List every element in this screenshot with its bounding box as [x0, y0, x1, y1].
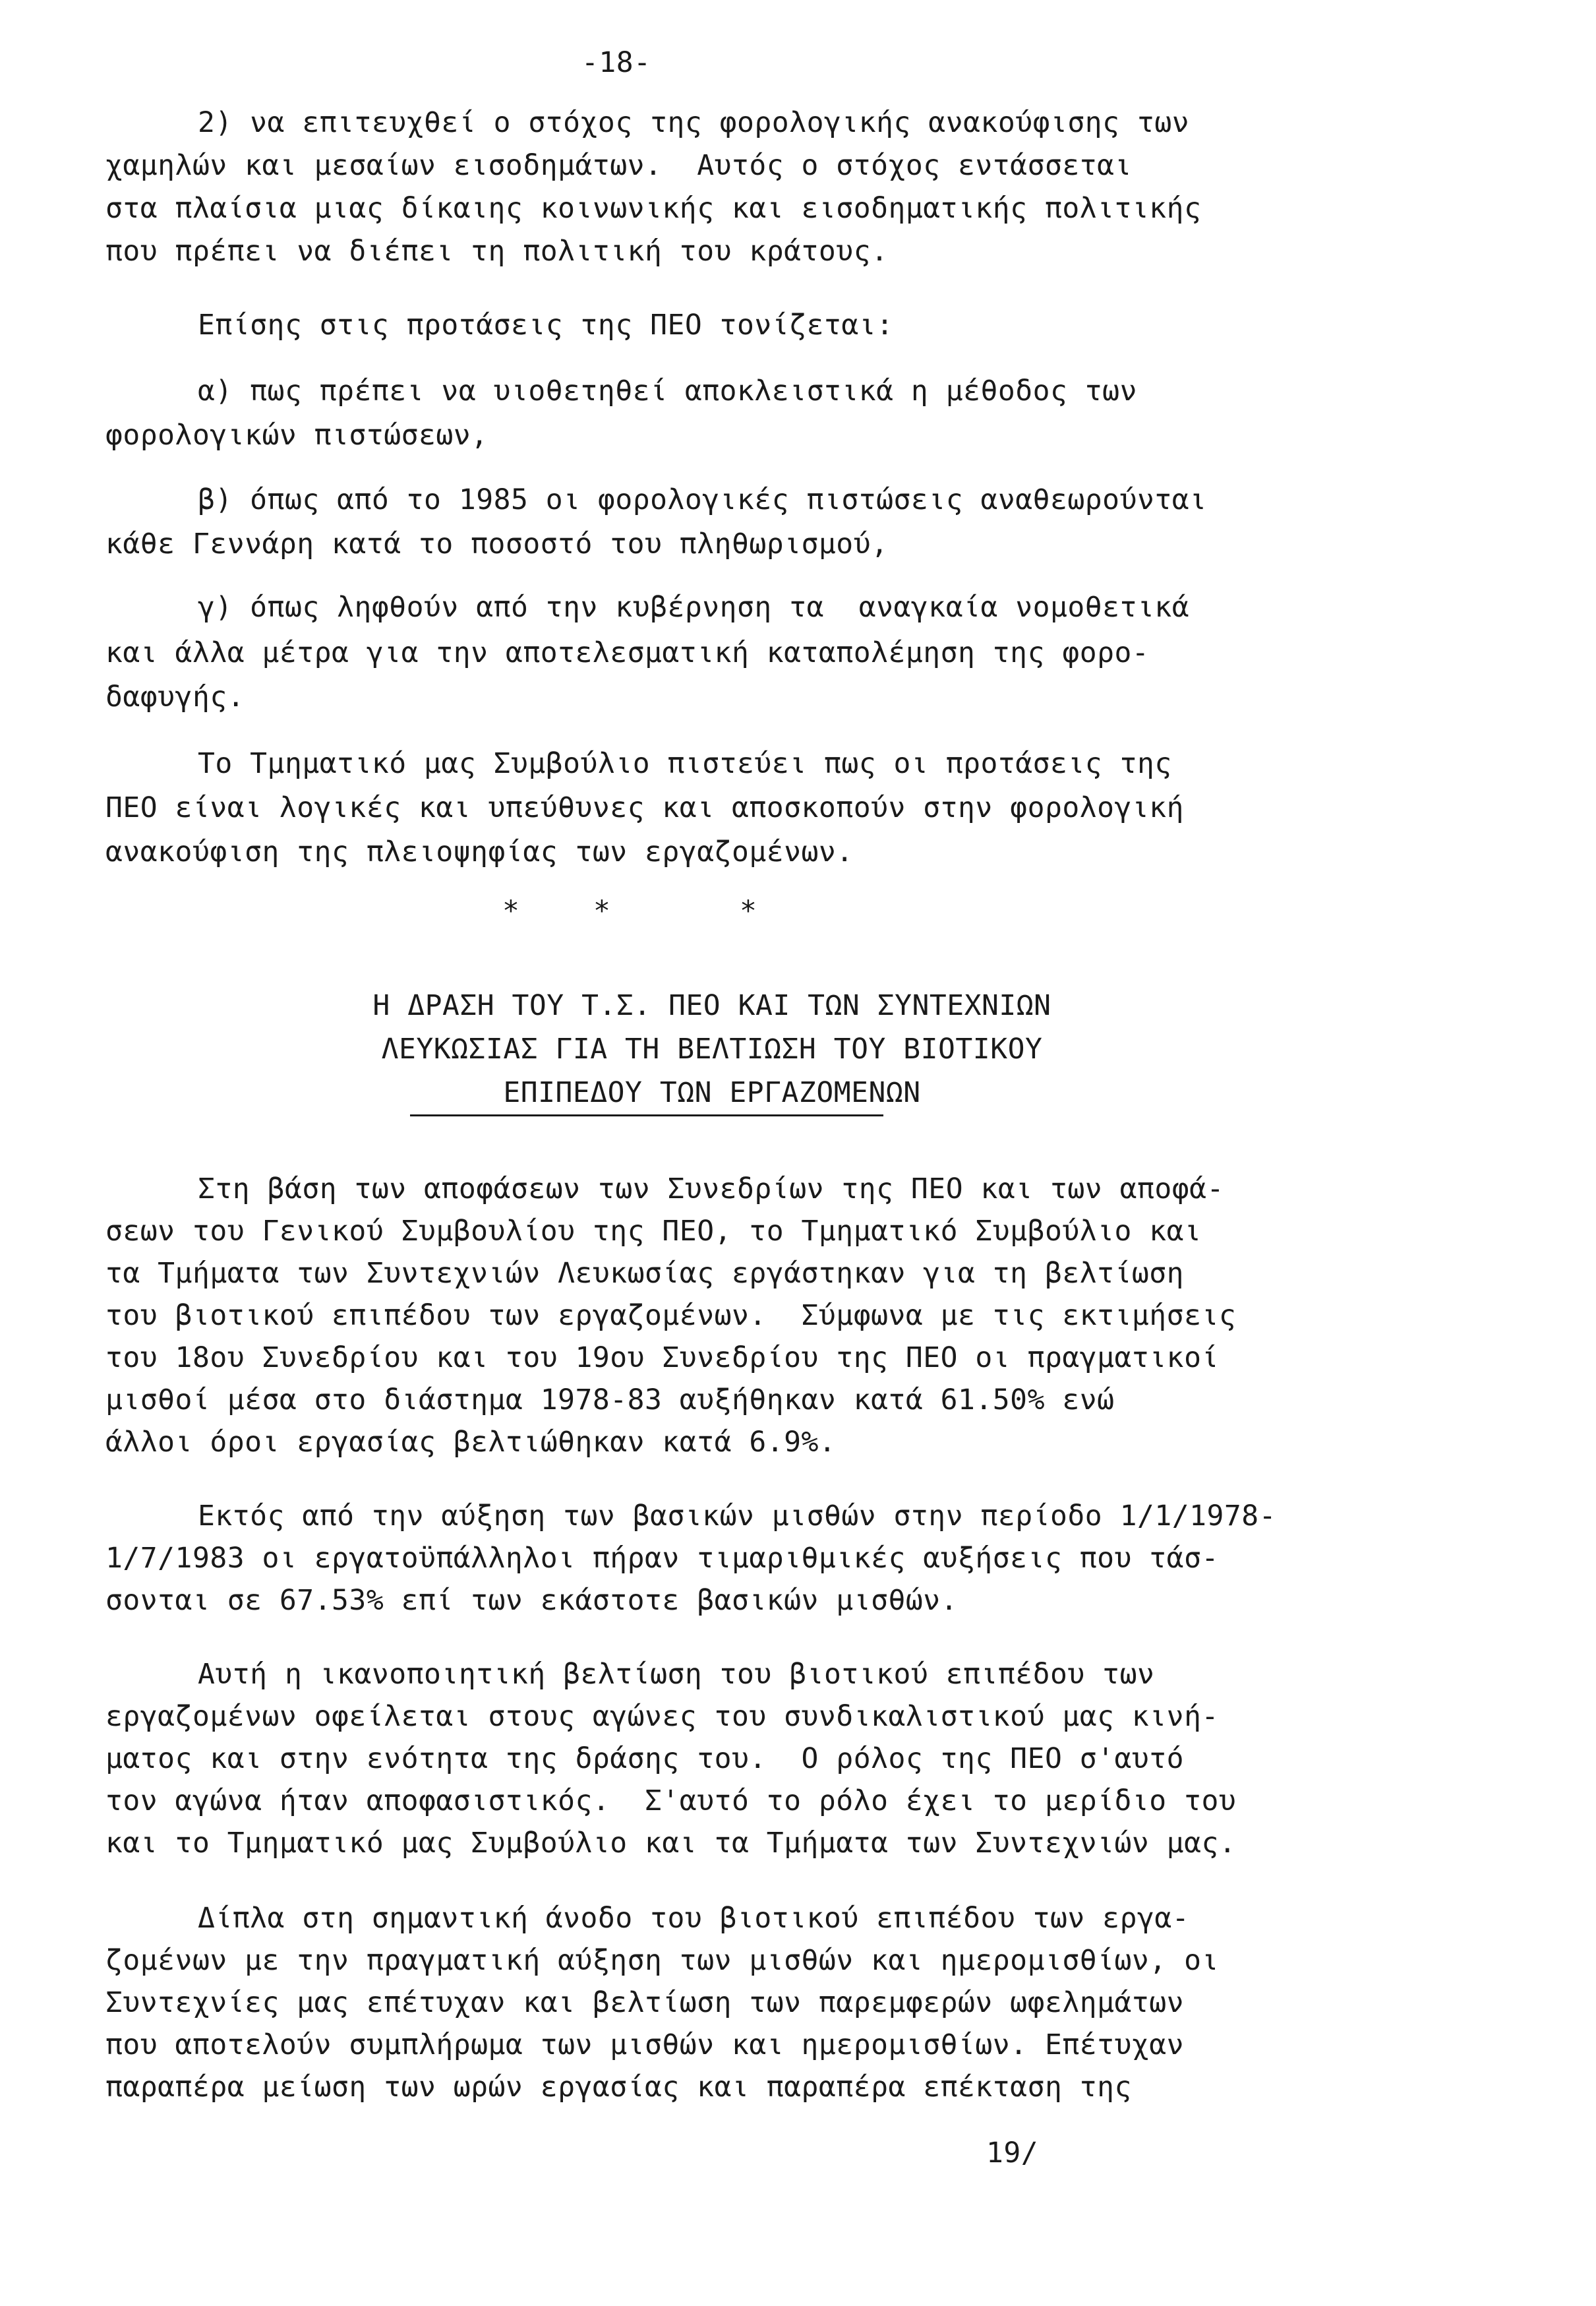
- para4-line-2: σεων του Γενικού Συμβουλίου της ΠΕΟ, το Τμηματικό Συμβούλιο και: [105, 1215, 1202, 1248]
- para3-line-1: Το Τμηματικό μας Συμβούλιο πιστεύει πως οι προτάσεις της: [198, 747, 1172, 780]
- separator-star-3: *: [740, 895, 757, 928]
- para7-line-3: Συντεχνίες μας επέτυχαν και βελτίωση των παρεμφερών ωφελημάτων: [105, 1986, 1185, 2019]
- item-c-line-1: γ) όπως ληφθούν από την κυβέρνηση τα αναγκαία νομοθετικά: [198, 591, 1190, 624]
- para7-line-4: που αποτελούν συμπλήρωμα των μισθών και ημερομισθίων. Επέτυχαν: [105, 2028, 1185, 2061]
- para3-line-2: ΠΕΟ είναι λογικές και υπεύθυνες και αποσκοπούν στην φορολογική: [105, 791, 1185, 824]
- item-c-line-3: δαφυγής.: [105, 681, 245, 713]
- item-a-line-2: φορολογικών πιστώσεων,: [105, 419, 488, 452]
- para6-line-3: ματος και στην ενότητα της δράσης του. Ο ρόλος της ΠΕΟ σ'αυτό: [105, 1742, 1185, 1775]
- para6-line-2: εργαζομένων οφείλεται στους αγώνες του συνδικαλιστικού μας κινή-: [105, 1700, 1219, 1733]
- item-b-line-1: β) όπως από το 1985 οι φορολογικές πιστώσεις αναθεωρούνται: [198, 483, 1207, 516]
- para3-line-3: ανακούφιση της πλειοψηφίας των εργαζομένων.: [105, 835, 854, 868]
- separator-star-2: *: [593, 895, 611, 928]
- heading-underline: [410, 1114, 883, 1116]
- para7-line-1: Δίπλα στη σημαντική άνοδο του βιοτικού επιπέδου των εργα-: [198, 1902, 1190, 1935]
- para4-line-3: τα Τμήματα των Συντεχνιών Λευκωσίας εργάστηκαν για τη βελτίωση: [105, 1257, 1185, 1290]
- para6-line-4: τον αγώνα ήταν αποφασιστικός. Σ'αυτό το ρόλο έχει το μερίδιο του: [105, 1784, 1237, 1817]
- para6-line-5: και το Τμηματικό μας Συμβούλιο και τα Τμήματα των Συντεχνιών μας.: [105, 1827, 1237, 1860]
- para2-line-1: Επίσης στις προτάσεις της ΠΕΟ τονίζεται:: [198, 309, 894, 342]
- para1-line-4: που πρέπει να διέπει τη πολιτική του κράτους.: [105, 235, 889, 268]
- para5-line-1: Εκτός από την αύξηση των βασικών μισθών στην περίοδο 1/1/1978-: [198, 1500, 1277, 1532]
- separator-star-1: *: [502, 895, 520, 928]
- section-heading-line-1: Η ΔΡΑΣΗ ΤΟΥ Τ.Σ. ΠΕΟ ΚΑΙ ΤΩΝ ΣΥΝΤΕΧΝΙΩΝ: [372, 989, 1051, 1022]
- para1-line-1: 2) να επιτευχθεί ο στόχος της φορολογικής ανακούφισης των: [198, 106, 1190, 139]
- para1-line-3: στα πλαίσια μιας δίκαιης κοινωνικής και εισοδηματικής πολιτικής: [105, 192, 1202, 225]
- section-heading-line-2: ΛΕΥΚΩΣΙΑΣ ΓΙΑ ΤΗ ΒΕΛΤΙΩΣΗ ΤΟΥ ΒΙΟΤΙΚΟΥ: [381, 1033, 1043, 1066]
- page-number: -18-: [581, 46, 651, 79]
- para7-line-5: παραπέρα μείωση των ωρών εργασίας και παραπέρα επέκταση της: [105, 2071, 1132, 2104]
- para4-line-4: του βιοτικού επιπέδου των εργαζομένων. Σύμφωνα με τις εκτιμήσεις: [105, 1299, 1237, 1332]
- item-b-line-2: κάθε Γεννάρη κατά το ποσοστό του πληθωρισμού,: [105, 528, 889, 561]
- item-c-line-2: και άλλα μέτρα για την αποτελεσματική καταπολέμηση της φορο-: [105, 636, 1150, 669]
- para4-line-1: Στη βάση των αποφάσεων των Συνεδρίων της ΠΕΟ και των αποφά-: [198, 1172, 1224, 1205]
- para7-line-2: ζομένων με την πραγματική αύξηση των μισθών και ημερομισθίων, οι: [105, 1944, 1219, 1977]
- para4-line-7: άλλοι όροι εργασίας βελτιώθηκαν κατά 6.9%.: [105, 1426, 837, 1459]
- para5-line-2: 1/7/1983 οι εργατοϋπάλληλοι πήραν τιμαριθμικές αυξήσεις που τάσ-: [105, 1542, 1219, 1575]
- para4-line-6: μισθοί μέσα στο διάστημα 1978-83 αυξήθηκαν κατά 61.50% ενώ: [105, 1383, 1115, 1416]
- item-a-line-1: α) πως πρέπει να υιοθετηθεί αποκλειστικά η μέθοδος των: [198, 375, 1137, 408]
- para1-line-2: χαμηλών και μεσαίων εισοδημάτων. Αυτός ο στόχος εντάσσεται: [105, 149, 1132, 182]
- para4-line-5: του 18ου Συνεδρίου και του 19ου Συνεδρίου της ΠΕΟ οι πραγματικοί: [105, 1341, 1219, 1374]
- next-page-marker: 19/: [986, 2137, 1039, 2169]
- para5-line-3: σονται σε 67.53% επί των εκάστοτε βασικών μισθών.: [105, 1584, 959, 1617]
- section-heading-line-3: ΕΠΙΠΕΔΟΥ ΤΩΝ ΕΡΓΑΖΟΜΕΝΩΝ: [503, 1076, 921, 1109]
- para6-line-1: Αυτή η ικανοποιητική βελτίωση του βιοτικού επιπέδου των: [198, 1658, 1155, 1691]
